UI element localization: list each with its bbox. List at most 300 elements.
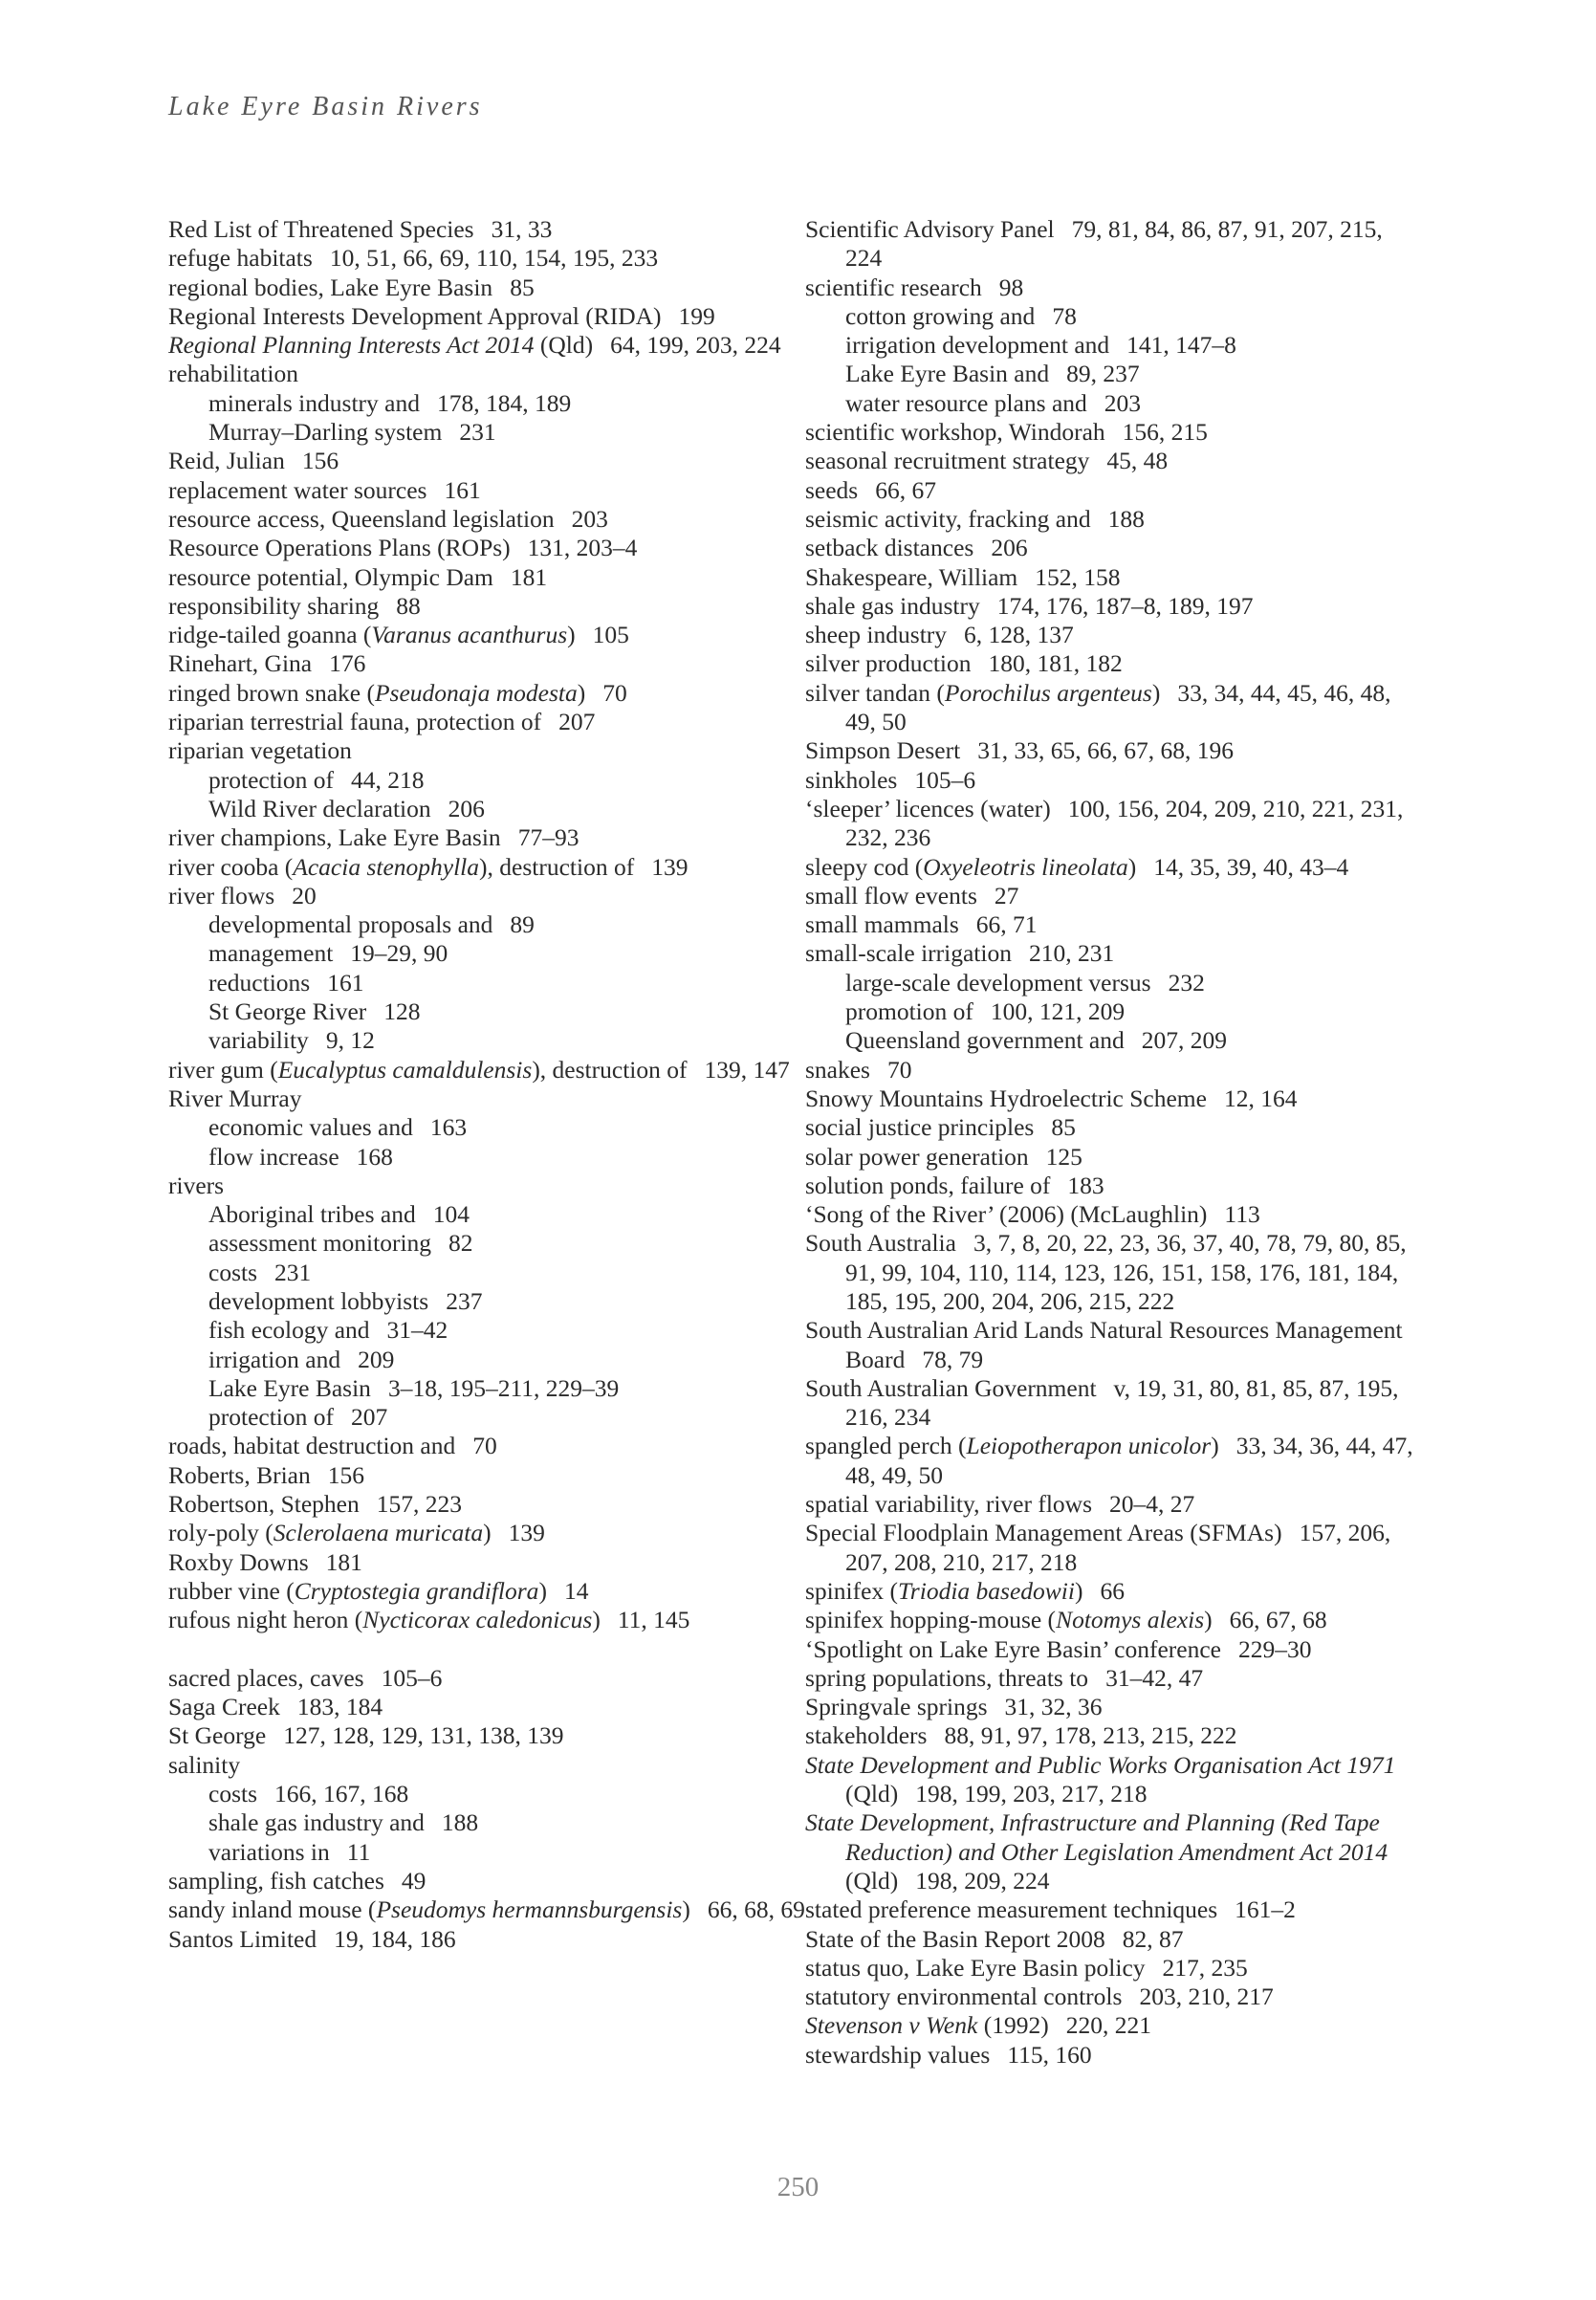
entry-pages: 217, 235 — [1162, 1953, 1248, 1982]
entry-pages: 14 — [563, 1576, 589, 1605]
index-subentry — [168, 1374, 819, 1403]
entry-term: Resource Operations Plans (ROPs) — [168, 534, 511, 562]
index-entry — [168, 563, 819, 592]
entry-pages: 207 — [351, 1403, 388, 1432]
entry-pages: 152, 158 — [1035, 562, 1121, 591]
entry-pages: 161–2 — [1235, 1895, 1296, 1924]
entry-pages: 203, 210, 217 — [1139, 1982, 1274, 2011]
entry-term: small mammals — [805, 910, 959, 939]
entry-term: silver production — [805, 649, 972, 678]
entry-pages: 180, 181, 182 — [988, 649, 1123, 678]
entry-pages: 33, 34, 36, 44, 47, 48, 49, 50 — [845, 1432, 1413, 1489]
entry-term: spatial variability, river flows — [805, 1490, 1093, 1519]
entry-term: riparian vegetation — [168, 736, 352, 765]
entry-pages: 156 — [301, 447, 339, 475]
index-entry — [805, 766, 1417, 795]
entry-pages: 188 — [441, 1808, 479, 1837]
entry-pages: 166, 167, 168 — [274, 1780, 409, 1808]
entry-term: responsibility sharing — [168, 591, 380, 620]
entry-term: Snowy Mountains Hydroelectric Scheme — [805, 1084, 1207, 1112]
entry-pages: 157, 206, 207, 208, 210, 217, 218 — [845, 1519, 1391, 1576]
index-entry — [168, 1867, 819, 1895]
index-entry — [168, 621, 819, 649]
entry-term: Murray–Darling system — [208, 418, 443, 447]
entry-term: solution ponds, failure of — [805, 1171, 1051, 1199]
entry-term: seismic activity, fracking and — [805, 504, 1091, 533]
index-entry — [168, 274, 819, 302]
entry-term: sampling, fish catches — [168, 1866, 384, 1895]
entry-term: economic values and — [208, 1113, 413, 1142]
entry-term: Roberts, Brian — [168, 1460, 311, 1489]
entry-pages: 104 — [432, 1200, 470, 1229]
index-entry — [168, 1895, 819, 1924]
entry-pages: 31, 33 — [491, 215, 553, 243]
entry-pages: 88 — [396, 591, 421, 620]
entry-pages: 19–29, 90 — [350, 939, 448, 968]
entry-pages: 156, 215 — [1122, 418, 1208, 447]
index-subentry — [168, 1316, 819, 1345]
index-entry — [805, 939, 1417, 968]
entry-term: small flow events — [805, 881, 977, 909]
entry-term: spangled perch ( — [805, 1432, 967, 1460]
entry-term: ringed brown snake ( — [168, 678, 375, 707]
entry-pages: 98 — [998, 273, 1024, 301]
index-entry — [805, 2041, 1417, 2070]
entry-pages: 89, 237 — [1066, 360, 1140, 388]
index-column-left — [168, 215, 819, 1954]
entry-pages: 128 — [383, 997, 421, 1026]
entry-term: irrigation and — [208, 1345, 341, 1373]
entry-term: Scientific Advisory Panel — [805, 215, 1055, 243]
entry-term: costs — [208, 1258, 257, 1286]
entry-term: status quo, Lake Eyre Basin policy — [805, 1953, 1146, 1982]
entry-pages: 85 — [1051, 1113, 1076, 1142]
entry-pages: 207 — [558, 708, 596, 736]
entry-term: State Development and Public Works Organisation Act 1971 — [805, 1750, 1396, 1779]
index-entry — [168, 882, 819, 910]
index-entry — [168, 1056, 819, 1084]
entry-pages: 14, 35, 39, 40, 43–4 — [1153, 852, 1349, 881]
entry-term: solar power generation — [805, 1142, 1029, 1171]
entry-term: ) — [592, 1606, 601, 1634]
index-subentry — [168, 969, 819, 997]
index-entry — [168, 1606, 819, 1634]
entry-term: sheep industry — [805, 621, 948, 649]
index-entry — [805, 1374, 1417, 1433]
entry-term: ) — [577, 678, 586, 707]
entry-pages: 85 — [510, 273, 535, 301]
entry-term: management — [208, 939, 334, 968]
entry-term: ) — [1151, 678, 1161, 707]
entry-pages: 64, 199, 203, 224 — [610, 331, 781, 360]
entry-term: Sclerolaena muricata — [273, 1519, 484, 1547]
entry-pages: 70 — [886, 1055, 912, 1084]
entry-term: South Australian Arid Lands Natural Resources Management Board — [805, 1316, 1403, 1373]
index-subentry — [168, 1259, 819, 1287]
index-entry — [168, 1664, 819, 1693]
index-subentry — [805, 360, 1417, 388]
entry-term: stated preference measurement techniques — [805, 1895, 1218, 1924]
entry-pages: 45, 48 — [1106, 447, 1169, 475]
index-entry — [168, 1577, 819, 1606]
entry-pages: 27 — [994, 881, 1019, 909]
entry-term: (Qld) — [534, 331, 594, 360]
entry-pages: 66, 68, 69 — [707, 1895, 805, 1924]
entry-term: refuge habitats — [168, 244, 313, 273]
index-entry — [805, 1635, 1417, 1664]
index-subentry — [168, 1143, 819, 1172]
index-subentry — [805, 969, 1417, 997]
entry-pages: 105 — [592, 621, 629, 649]
entry-term: variations in — [208, 1837, 330, 1866]
entry-term: rufous night heron ( — [168, 1606, 363, 1634]
entry-term: cotton growing and — [845, 301, 1036, 330]
entry-term: large-scale development versus — [845, 968, 1151, 997]
index-entry — [168, 215, 819, 244]
index-entry — [805, 1895, 1417, 1924]
index-subentry — [168, 939, 819, 968]
index-entry — [805, 1693, 1417, 1721]
entry-pages: 11 — [346, 1837, 371, 1866]
entry-term: St George River — [208, 997, 367, 1026]
entry-term: development lobbyists — [208, 1286, 429, 1315]
entry-term: minerals industry and — [208, 388, 420, 417]
entry-term: ) — [1074, 1576, 1083, 1605]
entry-pages: 105–6 — [381, 1663, 443, 1692]
entry-term: Nycticorax caledonicus — [362, 1606, 593, 1634]
entry-term: Acacia stenophylla — [293, 852, 480, 881]
index-entry — [168, 534, 819, 562]
entry-term: Special Floodplain Management Areas (SFMAs) — [805, 1519, 1282, 1547]
index-subentry — [168, 766, 819, 795]
index-entry — [805, 1606, 1417, 1634]
entry-term: (Qld) — [845, 1780, 899, 1808]
entry-pages: 181 — [510, 562, 548, 591]
index-entry — [805, 1200, 1417, 1229]
index-entry — [168, 679, 819, 708]
entry-term: ) — [1211, 1432, 1219, 1460]
entry-term: (Qld) — [845, 1866, 899, 1895]
entry-term: small-scale irrigation — [805, 939, 1012, 968]
index-subentry — [805, 389, 1417, 418]
entry-pages: 115, 160 — [1007, 2040, 1092, 2069]
entry-pages: 78, 79 — [922, 1345, 984, 1373]
entry-term: Lake Eyre Basin and — [845, 360, 1050, 388]
entry-term: irrigation development and — [845, 331, 1110, 360]
index-subentry — [168, 1113, 819, 1142]
index-entry — [168, 1461, 819, 1490]
index-entry — [168, 505, 819, 534]
entry-term: fish ecology and — [208, 1316, 370, 1345]
entry-term: State Development, Infrastructure and Planning (Red Tape Reduction) and Other Legislation Amendment Act 2014 — [805, 1808, 1388, 1866]
index-entry — [805, 274, 1417, 302]
entry-term: protection of — [208, 765, 334, 794]
entry-pages: 161 — [444, 475, 481, 504]
index-entry — [805, 1664, 1417, 1693]
entry-pages: 6, 128, 137 — [964, 621, 1074, 649]
index-subentry — [168, 1026, 819, 1055]
index-entry — [805, 2011, 1417, 2040]
entry-term: Aboriginal tribes and — [208, 1200, 416, 1229]
entry-term: promotion of — [845, 997, 973, 1026]
index-entry — [805, 1084, 1417, 1113]
index-entry — [805, 649, 1417, 678]
entry-term: protection of — [208, 1403, 334, 1432]
entry-term: setback distances — [805, 534, 974, 562]
index-entry — [805, 910, 1417, 939]
index-subentry — [168, 1229, 819, 1258]
entry-term: Pseudonaja modesta — [374, 678, 578, 707]
entry-pages: 207, 209 — [1141, 1026, 1227, 1055]
index-entry — [805, 1056, 1417, 1084]
entry-term: shale gas industry — [805, 591, 980, 620]
entry-pages: 183 — [1067, 1171, 1104, 1199]
entry-pages: 12, 164 — [1223, 1084, 1298, 1112]
entry-pages: 89 — [510, 910, 535, 939]
index-entry — [168, 476, 819, 505]
entry-pages: 220, 221 — [1065, 2011, 1151, 2040]
entry-term: rehabilitation — [168, 360, 298, 388]
index-entry — [168, 331, 819, 360]
entry-term: ) — [483, 1519, 492, 1547]
entry-pages: 183, 184 — [296, 1693, 383, 1721]
index-entry — [805, 1432, 1417, 1490]
index-entry — [805, 1982, 1417, 2011]
entry-term: silver tandan ( — [805, 678, 945, 707]
entry-pages: 88, 91, 97, 178, 213, 215, 222 — [944, 1721, 1237, 1750]
entry-term: Stevenson v Wenk — [805, 2011, 978, 2040]
entry-pages: 20 — [292, 881, 317, 909]
entry-pages: 105–6 — [914, 765, 976, 794]
entry-pages: 31–42, 47 — [1105, 1663, 1204, 1692]
entry-term: Red List of Threatened Species — [168, 215, 474, 243]
entry-term: seeds — [805, 475, 859, 504]
entry-term: ), destruction of — [479, 852, 635, 881]
index-entry — [805, 1316, 1417, 1374]
entry-pages: 3–18, 195–211, 229–39 — [387, 1373, 620, 1402]
entry-term: costs — [208, 1780, 257, 1808]
entry-term: South Australia — [805, 1229, 956, 1258]
index-subentry — [168, 795, 819, 823]
entry-pages: 181 — [325, 1547, 362, 1576]
index-entry — [168, 1490, 819, 1519]
entry-term: sandy inland mouse ( — [168, 1895, 377, 1924]
entry-pages: 82, 87 — [1122, 1924, 1184, 1953]
entry-term: ), destruction of — [532, 1055, 688, 1084]
entry-pages: 157, 223 — [376, 1490, 462, 1519]
entry-pages: 176 — [329, 649, 366, 678]
entry-term: (1992) — [977, 2011, 1049, 2040]
entry-pages: 78 — [1052, 301, 1077, 330]
index-subentry — [168, 1780, 819, 1808]
index-entry — [805, 1519, 1417, 1577]
entry-term: spinifex ( — [805, 1576, 899, 1605]
entry-pages: v, 19, 31, 80, 81, 85, 87, 195, 216, 234 — [845, 1373, 1399, 1432]
entry-term: river cooba ( — [168, 852, 294, 881]
entry-pages: 209 — [358, 1345, 395, 1373]
entry-term: ‘sleeper’ licences (water) — [805, 794, 1051, 822]
entry-term: Leiopotherapon unicolor — [966, 1432, 1212, 1460]
entry-term: stakeholders — [805, 1721, 928, 1750]
entry-pages: 82 — [448, 1229, 473, 1258]
entry-pages: 33, 34, 44, 45, 46, 48, 49, 50 — [845, 678, 1391, 736]
entry-pages: 70 — [602, 678, 627, 707]
entry-term: ) — [1204, 1606, 1213, 1634]
index-entry — [805, 1808, 1417, 1895]
entry-term: Cryptostegia grandiflora — [294, 1576, 539, 1605]
index-subentry — [168, 1808, 819, 1837]
entry-pages: 231 — [274, 1258, 312, 1286]
entry-pages: 9, 12 — [325, 1026, 375, 1055]
entry-pages: 231 — [459, 418, 496, 447]
entry-term: salinity — [168, 1750, 241, 1779]
entry-term: resource access, Queensland legislation — [168, 504, 555, 533]
index-entry — [805, 1113, 1417, 1142]
entry-pages: 156 — [327, 1460, 364, 1489]
entry-term: regional bodies, Lake Eyre Basin — [168, 273, 493, 301]
entry-term: sacred places, caves — [168, 1663, 364, 1692]
entry-pages: 141, 147–8 — [1126, 331, 1236, 360]
entry-pages: 229–30 — [1238, 1634, 1312, 1663]
entry-pages: 49 — [401, 1866, 426, 1895]
entry-pages: 139 — [508, 1519, 545, 1547]
entry-pages: 161 — [327, 968, 364, 997]
index-entry — [805, 679, 1417, 737]
running-head: Lake Eyre Basin Rivers — [168, 92, 483, 121]
entry-pages: 70 — [472, 1432, 497, 1460]
entry-term: Robertson, Stephen — [168, 1490, 360, 1519]
page-number: 250 — [776, 2172, 820, 2202]
entry-pages: 178, 184, 189 — [436, 388, 572, 417]
entry-term: water resource plans and — [845, 388, 1087, 417]
entry-pages: 19, 184, 186 — [334, 1924, 456, 1953]
entry-pages: 206 — [991, 534, 1028, 562]
index-entry — [805, 1954, 1417, 1982]
index-subentry — [805, 997, 1417, 1026]
index-entry — [805, 1143, 1417, 1172]
entry-pages: 188 — [1107, 504, 1145, 533]
entry-term: Eucalyptus camaldulensis — [277, 1055, 533, 1084]
index-entry — [168, 1721, 819, 1750]
index-subentry — [168, 418, 819, 447]
entry-pages: 66, 67 — [875, 475, 936, 504]
entry-term: Notomys alexis — [1056, 1606, 1205, 1634]
entry-term: scientific workshop, Windorah — [805, 418, 1105, 447]
entry-term: resource potential, Olympic Dam — [168, 562, 493, 591]
entry-term: roly-poly ( — [168, 1519, 273, 1547]
entry-pages: 210, 231 — [1028, 939, 1115, 968]
index-entry — [168, 1925, 819, 1954]
entry-term: sleepy cod ( — [805, 852, 924, 881]
index-entry — [805, 1172, 1417, 1200]
index-entry — [805, 1577, 1417, 1606]
entry-term: St George — [168, 1721, 267, 1750]
entry-pages: 163 — [429, 1113, 468, 1142]
index-entry — [805, 1229, 1417, 1316]
entry-term: reductions — [208, 968, 311, 997]
entry-term: assessment monitoring — [208, 1229, 432, 1258]
index-subentry — [168, 389, 819, 418]
entry-term: spinifex hopping-mouse ( — [805, 1606, 1057, 1634]
index-entry — [168, 1693, 819, 1721]
entry-pages: 100, 121, 209 — [990, 997, 1126, 1026]
entry-pages: 66 — [1100, 1576, 1125, 1605]
entry-term: South Australian Government — [805, 1373, 1097, 1402]
index-subentry — [168, 1287, 819, 1316]
index-entry — [805, 853, 1417, 882]
entry-term: developmental proposals and — [208, 910, 493, 939]
entry-pages: 131, 203–4 — [527, 534, 638, 562]
index-entry — [168, 1432, 819, 1460]
entry-term: scientific research — [805, 273, 982, 301]
index-column-right — [805, 215, 1417, 2070]
entry-pages: 20–4, 27 — [1109, 1490, 1195, 1519]
index-entry — [805, 592, 1417, 621]
index-entry — [805, 447, 1417, 475]
index-entry — [168, 360, 819, 388]
index-subentry — [168, 1403, 819, 1432]
index-subentry — [168, 910, 819, 939]
index-entry — [168, 592, 819, 621]
index-entry — [805, 418, 1417, 447]
entry-term: ) — [567, 621, 576, 649]
entry-pages: 232 — [1168, 968, 1205, 997]
entry-pages: 31, 32, 36 — [1004, 1693, 1103, 1721]
index-entry — [805, 505, 1417, 534]
entry-term: ) — [1127, 852, 1137, 881]
index-subentry — [168, 1346, 819, 1374]
index-subentry — [168, 1200, 819, 1229]
entry-term: rivers — [168, 1171, 225, 1199]
entry-term: sinkholes — [805, 765, 898, 794]
entry-term: Rinehart, Gina — [168, 649, 313, 678]
index-subentry — [805, 331, 1417, 360]
entry-term: spring populations, threats to — [805, 1663, 1089, 1692]
entry-term: River Murray — [168, 1084, 302, 1112]
entry-pages: 168 — [356, 1142, 393, 1171]
entry-term: riparian terrestrial fauna, protection of — [168, 708, 542, 736]
entry-term: ‘Song of the River’ (2006) (McLaughlin) — [805, 1200, 1208, 1229]
entry-pages: 206 — [448, 794, 485, 822]
entry-term: Springvale springs — [805, 1693, 988, 1721]
entry-pages: 10, 51, 66, 69, 110, 154, 195, 233 — [329, 244, 659, 273]
entry-term: Porochilus argenteus — [944, 678, 1152, 707]
entry-term: statutory environmental controls — [805, 1982, 1123, 2011]
index-entry — [168, 1751, 819, 1780]
entry-pages: 77–93 — [517, 823, 579, 852]
index-entry — [805, 1490, 1417, 1519]
index-entry — [168, 1548, 819, 1577]
entry-pages: 203 — [1104, 388, 1142, 417]
index-entry — [168, 1172, 819, 1200]
entry-pages: 174, 176, 187–8, 189, 197 — [996, 591, 1254, 620]
entry-pages: 198, 209, 224 — [915, 1866, 1050, 1895]
entry-term: Pseudomys hermannsburgensis — [376, 1895, 683, 1924]
entry-term: rubber vine ( — [168, 1576, 295, 1605]
entry-pages: 127, 128, 129, 131, 138, 139 — [283, 1721, 564, 1750]
index-entry — [805, 476, 1417, 505]
index-entry — [805, 1721, 1417, 1750]
entry-term: variability — [208, 1026, 309, 1055]
index-entry — [168, 447, 819, 475]
entry-pages: 66, 67, 68 — [1229, 1606, 1327, 1634]
entry-term: snakes — [805, 1055, 870, 1084]
entry-pages: 139, 147 — [704, 1055, 790, 1084]
entry-pages: 31, 33, 65, 66, 67, 68, 196 — [977, 736, 1234, 765]
index-entry — [168, 649, 819, 678]
entry-term: Regional Planning Interests Act 2014 — [168, 331, 535, 360]
entry-term: Varanus acanthurus — [371, 621, 568, 649]
